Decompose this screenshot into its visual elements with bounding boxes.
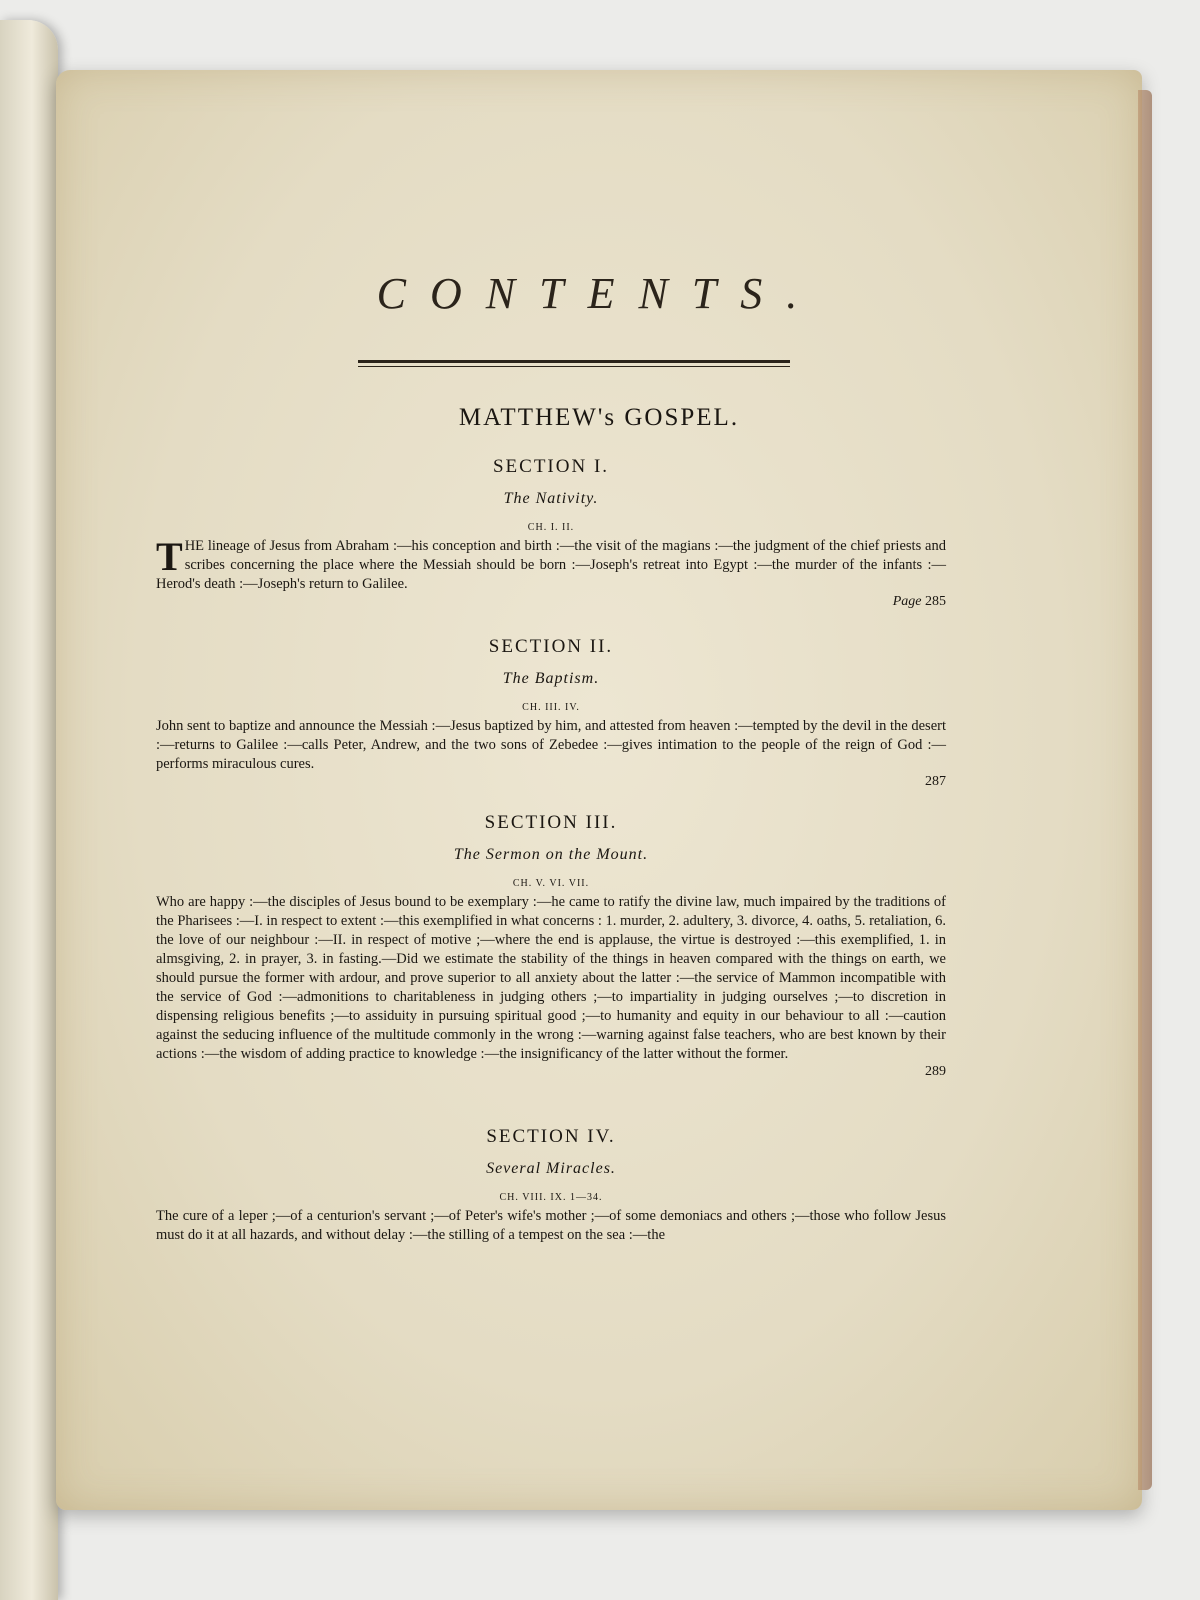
section-heading: SECTION I. [492, 456, 610, 477]
chapter-range: CH. V. VI. VII. [512, 878, 590, 889]
section-heading: SECTION II. [488, 636, 614, 657]
section-summary: John sent to baptize and announce the Messiah :—Jesus baptized by him, and attested from heaven :—tempted by the devil in the desert :—returns to Galilee :—calls Peter, Andrew, and the two sons of Zebedee :—gives intimation to the people of the reign of God :—performs miraculous cures. [156, 718, 946, 772]
page-reference: 287 [925, 774, 946, 789]
page-reference: 289 [925, 1064, 946, 1079]
left-page-edge [0, 20, 58, 1600]
contents-heading: CONTENTS. [376, 269, 822, 318]
section-4 [156, 1126, 946, 1245]
section-heading: SECTION IV. [486, 1126, 616, 1147]
chapter-range: CH. I. II. [527, 522, 575, 533]
section-title: The Sermon on the Mount. [453, 846, 649, 863]
section-heading: SECTION III. [484, 812, 618, 833]
heading-rule [358, 360, 790, 367]
section-2 [156, 636, 946, 790]
section-summary: The cure of a leper ;—of a centurion's servant ;—of Peter's wife's mother ;—of some demoniacs and others ;—those who follow Jesus must do it at all hazards, and without delay :—the stilling of a tempest on the sea :—the [156, 1208, 946, 1243]
section-title: Several Miracles. [486, 1160, 616, 1177]
chapter-range: CH. III. IV. [522, 702, 580, 713]
section-3 [156, 812, 946, 1080]
page-reference: Page 285 [892, 594, 946, 609]
section-1 [156, 456, 946, 610]
chapter-range: CH. VIII. IX. 1—34. [499, 1192, 603, 1203]
drop-cap: T [156, 534, 183, 579]
gospel-heading: MATTHEW's GOSPEL. [458, 404, 740, 431]
section-summary: THE lineage of Jesus from Abraham :—his conception and birth :—the visit of the magians :—the judgment of the chief priests and scribes concerning the place where the Messiah should be born :—Joseph's retreat into Egypt :—the murder of the infants :—Herod's death :—Joseph's return to Galilee. [156, 534, 946, 592]
section-summary: Who are happy :—the disciples of Jesus bound to be exemplary :—he came to ratify the divine law, much impaired by the traditions of the Pharisees :—I. in respect to extent :—this exemplified in what concerns : 1. murder, 2. adultery, 3. divorce, 4. oaths, 5. retaliation, 6. the love of our neighbour :—II. in respect of motive ;—where the end is applause, the virtue is destroyed :—this exemplified, 1. in almsgiving, 2. in prayer, 3. in fasting.—Did we estimate the stability of the things in heaven compared with the things on earth, we should pursue the former with ardour, and prove superior to all anxiety about the latter :—the service of Mammon incompatible with the service of God :—admonitions to charitableness in judging others ;—to impartiality in judging ourselves ;—to discretion in dispensing religious benefits ;—to assiduity in pursuing spiritual good ;—to humanity and equity in our behaviour to all :—caution against the seducing influence of the multitude commonly in the wrong :—warning against false teachers, who are best known by their actions :—the wisdom of adding practice to knowledge :—the insignificancy of the latter without the former. [156, 894, 946, 1062]
book-page [56, 70, 1142, 1510]
section-title: The Baptism. [502, 670, 600, 687]
section-title: The Nativity. [503, 490, 599, 507]
